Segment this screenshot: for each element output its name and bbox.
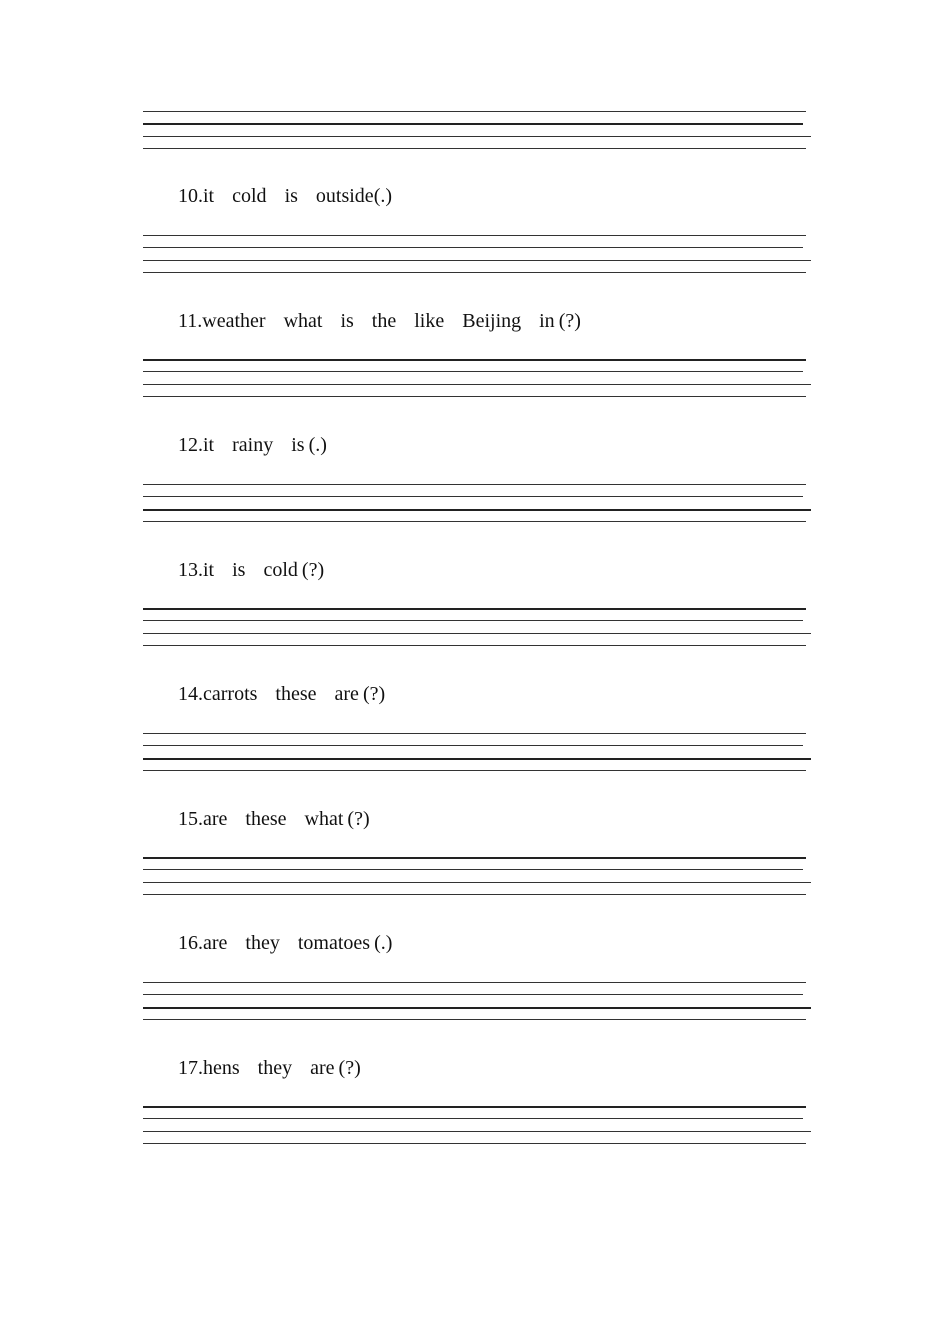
word: they [245, 932, 280, 954]
punctuation-hint: (.) [308, 434, 327, 456]
exercise-item-13 [178, 558, 324, 582]
writing-lines[interactable] [143, 733, 811, 773]
word: outside [315, 185, 374, 207]
word: they [257, 1057, 293, 1079]
writing-lines[interactable] [143, 235, 811, 275]
word: the [371, 310, 397, 332]
word: it [203, 434, 215, 456]
writing-lines[interactable] [143, 608, 811, 648]
writing-lines[interactable] [143, 484, 811, 524]
word: in [539, 310, 555, 332]
exercise-item-16 [178, 931, 392, 955]
item-number: 12. [178, 434, 203, 456]
word: weather [202, 310, 266, 332]
word: are [203, 808, 228, 830]
exercise-item-14 [178, 682, 385, 706]
word: these [275, 683, 317, 705]
exercise-item-12 [178, 433, 327, 457]
word: carrots [203, 683, 258, 705]
item-number: 10. [178, 185, 203, 207]
word: is [284, 185, 298, 207]
word: what [304, 808, 344, 830]
word: cold [232, 185, 267, 207]
exercise-item-10 [178, 184, 392, 208]
punctuation-hint: (?) [362, 683, 386, 705]
word: is [340, 310, 354, 332]
writing-lines[interactable] [143, 857, 811, 897]
writing-lines[interactable] [143, 1106, 811, 1146]
writing-lines[interactable] [143, 111, 811, 151]
punctuation-hint: (?) [347, 808, 370, 830]
word: it [203, 559, 215, 581]
item-number: 17. [178, 1057, 203, 1079]
item-number: 16. [178, 932, 203, 954]
word: what [283, 310, 323, 332]
punctuation-hint: (?) [558, 310, 581, 332]
word: hens [203, 1057, 240, 1079]
word: is [291, 434, 305, 456]
word: are [334, 683, 359, 705]
item-number: 11. [178, 310, 203, 332]
word: cold [263, 559, 298, 581]
punctuation-hint: (.) [373, 185, 393, 207]
exercise-item-15 [178, 807, 370, 831]
word: these [245, 808, 287, 830]
punctuation-hint: (.) [374, 932, 393, 954]
writing-lines[interactable] [143, 359, 811, 399]
punctuation-hint: (?) [338, 1057, 361, 1079]
word: Beijing [462, 310, 522, 332]
exercise-item-17 [178, 1056, 361, 1080]
exercise-item-11 [178, 309, 581, 333]
punctuation-hint: (?) [301, 559, 325, 581]
word: it [203, 185, 215, 207]
word: like [414, 310, 445, 332]
word: tomatoes [297, 932, 371, 954]
item-number: 13. [178, 559, 203, 581]
word: is [232, 559, 246, 581]
item-number: 14. [178, 683, 203, 705]
word: rainy [232, 434, 274, 456]
word: are [203, 932, 228, 954]
writing-lines[interactable] [143, 982, 811, 1022]
word: are [310, 1057, 335, 1079]
item-number: 15. [178, 808, 203, 830]
